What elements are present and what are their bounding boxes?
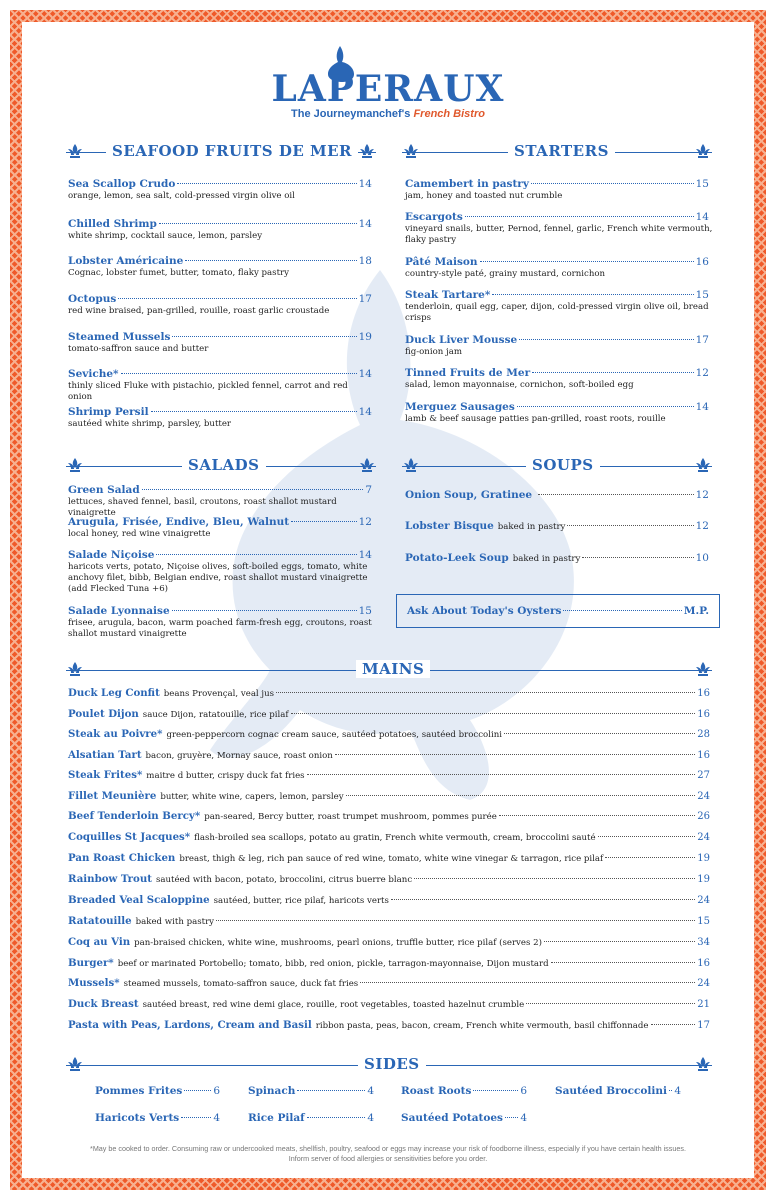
item-description: baked with pastry <box>135 917 215 927</box>
fleur-de-lis-icon <box>66 457 84 475</box>
item-price: 27 <box>697 770 710 781</box>
item-description: red wine braised, pan-grilled, rouille, roast garlic croustade <box>68 306 330 316</box>
item-price: 15 <box>695 289 709 301</box>
item-name: Fillet Meunière <box>68 790 157 802</box>
item-price: 12 <box>358 516 372 528</box>
item-name: Haricots Verts <box>95 1112 180 1124</box>
item-description: jam, honey and toasted nut crumble <box>405 191 563 201</box>
item-description: pan-seared, Bercy butter, roast trumpet mushroom, pommes purée <box>204 812 497 822</box>
item-name: Salade Niçoise <box>68 549 155 561</box>
item-description: lettuces, shaved fennel, basil, croutons, roast shallot mustard vinaigrette <box>68 497 337 518</box>
item-price: 26 <box>697 811 710 822</box>
item-price: 4 <box>674 1085 681 1097</box>
footnote-line-2: Inform server of food allergies or sensitivities before you order. <box>288 1154 488 1163</box>
item-name: Ratatouille <box>68 915 132 927</box>
main-item <box>68 708 710 720</box>
menu-item <box>405 289 709 324</box>
item-name: Chilled Shrimp <box>68 218 157 230</box>
item-name: Pasta with Peas, Lardons, Cream and Basil <box>68 1019 312 1031</box>
item-description: country-style paté, grainy mustard, cornichon <box>405 269 606 279</box>
item-price: 6 <box>213 1085 220 1097</box>
main-item <box>68 1019 710 1031</box>
item-name: Sautéed Broccolini <box>555 1085 668 1097</box>
main-item <box>68 831 710 843</box>
menu-item <box>68 406 372 430</box>
side-item <box>401 1112 527 1124</box>
item-description: sautéed breast, red wine demi glace, rouille, root vegetables, toasted hazelnut crumble <box>142 1000 525 1010</box>
item-name: Green Salad <box>68 484 140 496</box>
item-price: 15 <box>697 916 710 927</box>
item-price: 14 <box>358 549 372 561</box>
item-description: baked in pastry <box>497 522 566 532</box>
item-name: Steak Tartare* <box>405 289 491 301</box>
item-description: tenderloin, quail egg, caper, dijon, cold-pressed virgin olive oil, bread crisps <box>405 302 709 323</box>
fleur-de-lis-icon <box>402 143 420 161</box>
item-price: 16 <box>697 750 710 761</box>
fleur-de-lis-icon <box>694 661 712 679</box>
item-price: 17 <box>695 334 709 346</box>
item-description: steamed mussels, tomato-saffron sauce, duck fat fries <box>123 979 359 989</box>
item-description: fig-onion jam <box>405 347 462 357</box>
item-price: 14 <box>695 401 709 413</box>
section-title: SALADS <box>182 456 266 474</box>
menu-item <box>68 605 372 640</box>
item-price: 19 <box>697 874 710 885</box>
menu-item <box>405 334 709 358</box>
item-name: Poulet Dijon <box>68 708 139 720</box>
item-name: Rainbow Trout <box>68 873 152 885</box>
starters-header <box>402 142 712 162</box>
menu-item <box>68 516 372 540</box>
item-description: white shrimp, cocktail sauce, lemon, parsley <box>68 231 263 241</box>
fleur-de-lis-icon <box>402 457 420 475</box>
item-description: local honey, red wine vinaigrette <box>68 529 211 539</box>
item-description: ribbon pasta, peas, bacon, cream, French white vermouth, basil chiffonnade <box>315 1021 649 1031</box>
item-description: bacon, gruyère, Mornay sauce, roast onion <box>145 751 333 761</box>
item-price: 14 <box>358 218 372 230</box>
item-description: tomato-saffron sauce and butter <box>68 344 209 354</box>
main-item <box>68 852 710 864</box>
item-name: Arugula, Frisée, Endive, Bleu, Walnut <box>68 516 290 528</box>
seafood-header <box>66 142 376 162</box>
item-price: 15 <box>695 178 709 190</box>
main-item <box>68 894 710 906</box>
item-name: Rice Pilaf <box>248 1112 305 1124</box>
menu-item <box>405 211 715 246</box>
side-item <box>95 1085 220 1097</box>
menu-item <box>68 218 372 242</box>
oysters-label: Ask About Today's Oysters <box>407 605 562 617</box>
section-title: SIDES <box>358 1055 426 1073</box>
item-name: Potato-Leek Soup <box>405 552 509 564</box>
section-title: SEAFOOD FRUITS DE MER <box>106 142 358 160</box>
item-description: vineyard snails, butter, Pernod, fennel, garlic, French white vermouth, flaky pastry <box>405 224 713 245</box>
item-price: 7 <box>365 484 372 496</box>
item-price: 16 <box>697 709 710 720</box>
brand-tagline <box>0 108 776 120</box>
menu-item <box>68 255 372 279</box>
item-description: beef or marinated Portobello; tomato, bibb, red onion, pickle, tarragon-mayonnaise, Dijon mustard <box>117 959 549 969</box>
item-price: 12 <box>695 520 709 532</box>
item-name: Shrimp Persil <box>68 406 149 418</box>
item-price: 14 <box>358 178 372 190</box>
fleur-de-lis-icon <box>358 143 376 161</box>
item-price: 24 <box>697 791 710 802</box>
menu-item <box>68 484 372 519</box>
oysters-box <box>396 594 720 628</box>
sides-header <box>66 1055 712 1075</box>
main-item <box>68 915 710 927</box>
mains-header <box>66 660 712 680</box>
item-price: 19 <box>697 853 710 864</box>
fleur-de-lis-icon <box>358 457 376 475</box>
main-item <box>68 728 710 740</box>
item-name: Pommes Frites <box>95 1085 183 1097</box>
item-description: sauce Dijon, ratatouille, rice pilaf <box>142 710 289 720</box>
soup-item <box>405 552 709 564</box>
item-description: Cognac, lobster fumet, butter, tomato, flaky pastry <box>68 268 290 278</box>
menu-item <box>68 331 372 355</box>
oysters-price: M.P. <box>683 605 709 617</box>
item-price: 19 <box>358 331 372 343</box>
item-price: 24 <box>697 978 710 989</box>
item-name: Steak Frites* <box>68 769 143 781</box>
menu-item <box>68 293 372 317</box>
main-item <box>68 749 710 761</box>
side-item <box>95 1112 220 1124</box>
item-description: sautéed with bacon, potato, broccolini, citrus buerre blanc <box>155 875 413 885</box>
item-price: 4 <box>367 1112 374 1124</box>
item-price: 21 <box>697 999 710 1010</box>
item-price: 17 <box>358 293 372 305</box>
item-name: Duck Liver Mousse <box>405 334 518 346</box>
item-description: green-peppercorn cognac cream sauce, sautéed potatoes, sautéed broccolini <box>166 730 503 740</box>
main-item <box>68 936 710 948</box>
brand-logo: LAPERAUX <box>271 68 505 110</box>
fleur-de-lis-icon <box>66 1056 84 1074</box>
item-name: Sea Scallop Crudo <box>68 178 176 190</box>
menu-item <box>405 256 709 280</box>
item-price: 14 <box>358 368 372 380</box>
item-name: Lobster Bisque <box>405 520 494 532</box>
item-price: 6 <box>520 1085 527 1097</box>
fleur-de-lis-icon <box>694 1056 712 1074</box>
item-name: Lobster Américaine <box>68 255 184 267</box>
section-title: STARTERS <box>508 142 615 160</box>
item-name: Camembert in pastry <box>405 178 529 190</box>
item-description: sautéed, butter, rice pilaf, haricots verts <box>213 896 389 906</box>
item-name: Pâté Maison <box>405 256 478 268</box>
section-title: MAINS <box>356 660 430 678</box>
item-description: butter, white wine, capers, lemon, parsley <box>160 792 344 802</box>
side-item <box>401 1085 527 1097</box>
menu-item <box>405 401 709 425</box>
item-name: Pan Roast Chicken <box>68 852 176 864</box>
item-price: 24 <box>697 895 710 906</box>
item-description: breast, thigh & leg, rich pan sauce of red wine, tomato, white wine vinegar & tarragon, rice pilaf <box>179 854 604 864</box>
item-description: orange, lemon, sea salt, cold-pressed virgin olive oil <box>68 191 295 201</box>
side-item <box>248 1112 374 1124</box>
item-name: Coq au Vin <box>68 936 131 948</box>
item-name: Spinach <box>248 1085 296 1097</box>
side-item <box>248 1085 374 1097</box>
main-item <box>68 769 710 781</box>
item-price: 28 <box>697 729 710 740</box>
menu-item <box>405 178 709 202</box>
item-price: 24 <box>697 832 710 843</box>
item-name: Coquilles St Jacques* <box>68 831 191 843</box>
soup-item <box>405 520 709 532</box>
item-description: thinly sliced Fluke with pistachio, pickled fennel, carrot and red onion <box>68 381 348 402</box>
salads-header <box>66 456 376 476</box>
item-name: Steak au Poivre* <box>68 728 163 740</box>
fleur-de-lis-icon <box>66 143 84 161</box>
item-description: frisee, arugula, bacon, warm poached farm-fresh egg, croutons, roast shallot mustard vinaigrette <box>68 618 372 639</box>
tagline-accent: French Bistro <box>413 108 485 120</box>
item-name: Seviche* <box>68 368 119 380</box>
item-price: 14 <box>695 211 709 223</box>
item-name: Tinned Fruits de Mer <box>405 367 531 379</box>
item-description: beans Provençal, veal jus <box>163 689 275 699</box>
item-name: Roast Roots <box>401 1085 472 1097</box>
footnote-line-1: *May be cooked to order. Consuming raw or undercooked meats, shellfish, poultry, seafood or eggs may increase your risk of foodborne illness, especially if you have certain health issues. <box>90 1144 686 1153</box>
item-price: 16 <box>697 688 710 699</box>
item-name: Duck Breast <box>68 998 139 1010</box>
item-price: 4 <box>367 1085 374 1097</box>
main-item <box>68 957 710 969</box>
item-price: 14 <box>358 406 372 418</box>
item-description: pan-braised chicken, white wine, mushrooms, pearl onions, truffle butter, rice pilaf (serves 2) <box>134 938 542 948</box>
menu-item <box>68 549 372 595</box>
item-price: 16 <box>697 958 710 969</box>
item-name: Burger* <box>68 957 114 969</box>
section-title: SOUPS <box>526 456 600 474</box>
menu-item <box>68 368 372 403</box>
fleur-de-lis-icon <box>694 457 712 475</box>
item-price: 34 <box>697 937 710 948</box>
item-description: lamb & beef sausage patties pan-grilled, roast roots, rouille <box>405 414 666 424</box>
item-name: Merguez Sausages <box>405 401 515 413</box>
item-price: 12 <box>695 367 709 379</box>
main-item <box>68 873 710 885</box>
soups-header <box>402 456 712 476</box>
item-price: 10 <box>695 552 709 564</box>
item-price: 4 <box>213 1112 220 1124</box>
main-item <box>68 790 710 802</box>
item-description: flash-broiled sea scallops, potato au gratin, French white vermouth, cream, broccolini sauté <box>194 833 596 843</box>
item-description: salad, lemon mayonnaise, cornichon, soft-boiled egg <box>405 380 634 390</box>
item-price: 15 <box>358 605 372 617</box>
fleur-de-lis-icon <box>694 143 712 161</box>
item-name: Steamed Mussels <box>68 331 171 343</box>
soup-item <box>405 489 709 501</box>
item-price: 16 <box>695 256 709 268</box>
side-item <box>555 1085 681 1097</box>
item-name: Breaded Veal Scaloppine <box>68 894 210 906</box>
tagline-main: The Journeymanchef's <box>291 108 411 120</box>
main-item <box>68 810 710 822</box>
item-price: 12 <box>695 489 709 501</box>
menu-item <box>68 178 372 202</box>
item-name: Onion Soup, Gratinee <box>405 489 533 501</box>
fleur-de-lis-icon <box>66 661 84 679</box>
item-name: Sautéed Potatoes <box>401 1112 503 1124</box>
item-name: Mussels* <box>68 977 120 989</box>
item-name: Duck Leg Confit <box>68 687 160 699</box>
main-item <box>68 687 710 699</box>
menu-item <box>405 367 709 391</box>
footnote <box>60 1144 716 1164</box>
item-name: Salade Lyonnaise <box>68 605 170 617</box>
item-price: 18 <box>358 255 372 267</box>
item-description: sautéed white shrimp, parsley, butter <box>68 419 232 429</box>
item-description: maitre d butter, crispy duck fat fries <box>146 771 305 781</box>
item-description: haricots verts, potato, Niçoise olives, soft-boiled eggs, tomato, white anchovy filet, bibb, Belgian endive, roast shallot mustard vinaigrette (add Flecked Tuna +6) <box>68 562 368 594</box>
item-name: Beef Tenderloin Bercy* <box>68 810 201 822</box>
item-price: 4 <box>520 1112 527 1124</box>
item-name: Octopus <box>68 293 117 305</box>
item-price: 17 <box>697 1020 710 1031</box>
main-item <box>68 998 710 1010</box>
item-description: baked in pastry <box>512 554 581 564</box>
item-name: Alsatian Tart <box>68 749 142 761</box>
item-name: Escargots <box>405 211 463 223</box>
main-item <box>68 977 710 989</box>
